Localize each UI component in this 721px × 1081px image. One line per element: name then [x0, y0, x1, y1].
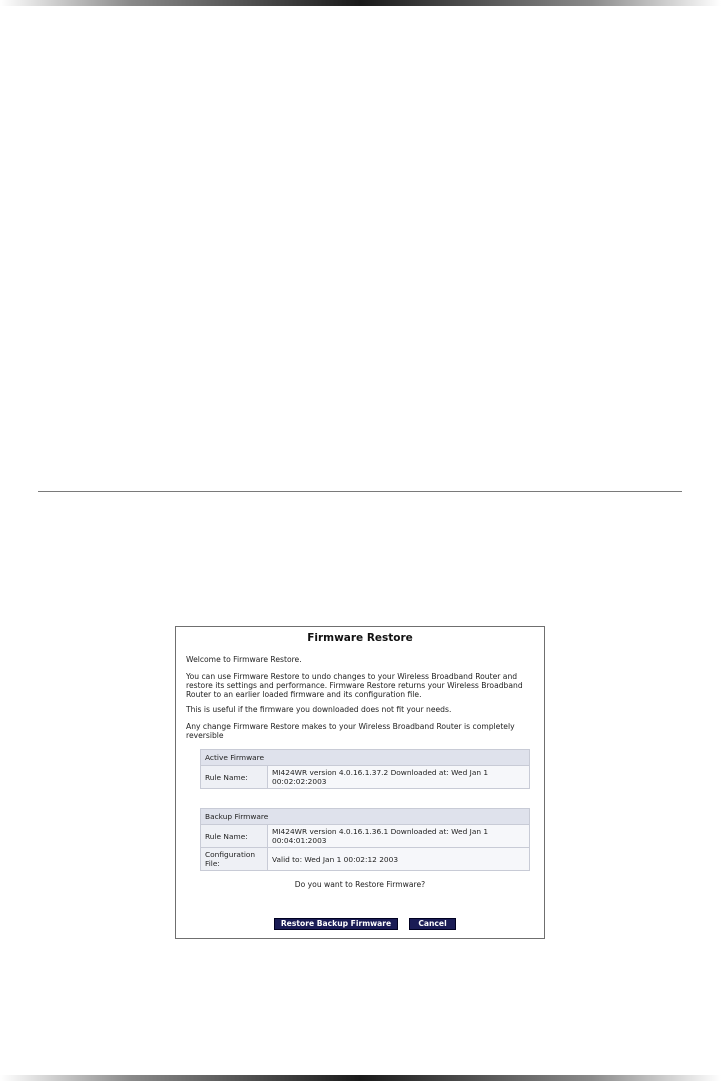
restore-question: Do you want to Restore Firmware? [294, 880, 426, 889]
reversible-text: Any change Firmware Restore makes to your Wireless Broadband Router is completely reversible [186, 722, 515, 741]
bottom-decorative-bar [0, 1075, 721, 1081]
dialog-title: Firmware Restore [307, 632, 413, 644]
backup-rule-label: Rule Name: [201, 825, 268, 848]
backup-firmware-heading: Backup Firmware [201, 809, 530, 825]
horizontal-rule [38, 491, 682, 492]
usefulness-text: This is useful if the firmware you downloaded does not fit your needs. [186, 705, 452, 714]
backup-firmware-table [200, 808, 530, 871]
top-decorative-bar [0, 0, 721, 6]
active-rule-label: Rule Name: [201, 766, 268, 789]
active-rule-value: MI424WR version 4.0.16.1.37.2 Downloaded at: Wed Jan 1 00:02:02:2003 [268, 766, 530, 789]
firmware-restore-dialog [175, 626, 545, 939]
welcome-text: Welcome to Firmware Restore. [186, 655, 302, 664]
description-text: You can use Firmware Restore to undo changes to your Wireless Broadband Router and restore its settings and performance. Firmware Restore returns your Wireless Broadband Router to an earlier loaded firmware and its configuration file. [186, 672, 523, 700]
config-file-value: Valid to: Wed Jan 1 00:02:12 2003 [268, 848, 530, 871]
active-firmware-table [200, 749, 530, 789]
cancel-button[interactable]: Cancel [409, 918, 456, 930]
backup-rule-value: MI424WR version 4.0.16.1.36.1 Downloaded at: Wed Jan 1 00:04:01:2003 [268, 825, 530, 848]
active-firmware-heading: Active Firmware [201, 750, 530, 766]
config-file-label: Configuration File: [201, 848, 268, 871]
restore-backup-firmware-button[interactable]: Restore Backup Firmware [274, 918, 398, 930]
